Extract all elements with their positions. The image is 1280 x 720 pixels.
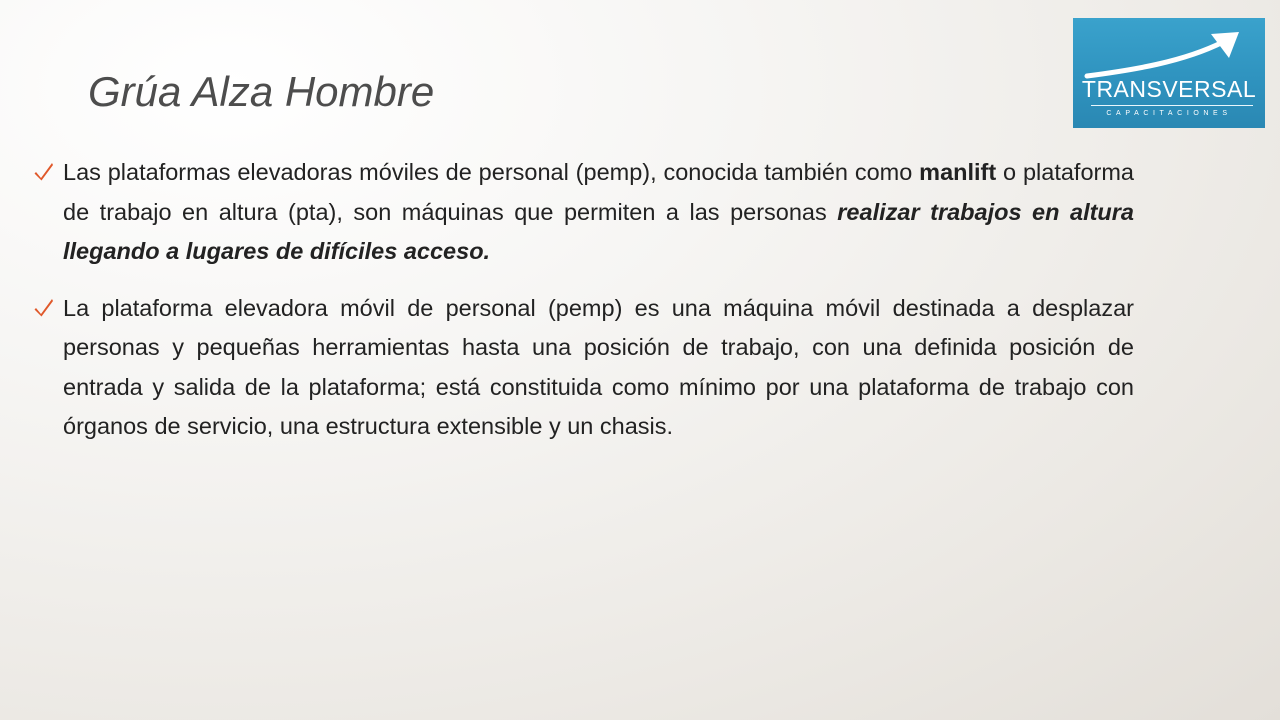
text-segment: La plataforma elevadora móvil de personal (pemp) es una máquina móvil destinada a desplazar personas y pequeñas herramientas hasta una posición de trabajo, con una definida posición de entrada y salida de la plataforma; está constituida como mínimo por una plataforma de trabajo con órganos de servicio, una estructura extensible y un chasis. [63,294,1134,439]
bullet-item [33,289,1134,447]
slide-title: Grúa Alza Hombre [88,68,435,115]
emphasis-segment: manlift [919,159,997,185]
logo-tagline: CAPACITACIONES [1106,110,1232,117]
bullet-list [33,153,1134,464]
text-segment: Las plataformas elevadoras móviles de personal (pemp), conocida también como [63,159,920,185]
logo-divider [1091,105,1253,106]
logo-wordmark: TRANSVERSAL [1081,76,1257,102]
check-icon [33,297,55,317]
check-icon [33,161,55,181]
bullet-item [33,153,1134,272]
text-segment: o plataforma de trabajo en altura (pta), son máquinas que permiten a las personas [63,159,1134,225]
transversal-logo [1073,18,1265,128]
bullet-text [63,159,1134,264]
emphasis-text: realizar trabajos en altura llegando a lugares de difíciles acceso. [63,198,1134,264]
bullet-text [63,295,1134,440]
